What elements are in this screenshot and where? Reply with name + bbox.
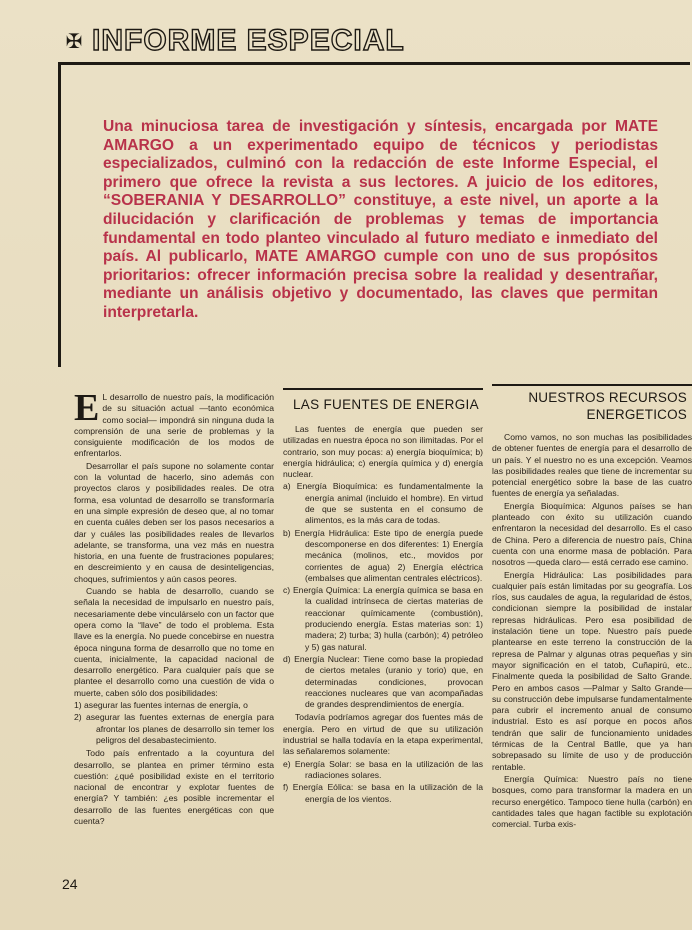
col3-heading: NUESTROS RECURSOS ENERGETICOS (528, 390, 687, 422)
col3-p2: Energía Bioquímica: Algunos países se han planteado con éxito su utilización cuando enfrentaron la necesidad del desarrollo. Es el caso de China. Pero a diferencia de nuestro país, China cuenta con una enorme masa de población. Para nosotros —queda claro— está cerrado ese camino. (492, 500, 692, 568)
intro-paragraph: Una minuciosa tarea de investigación y síntesis, encargada por MATE AMARGO a un experimentado equipo de técnicos y periodistas especializados, culminó con la redacción de este Informe Especial, el primero que ofrece la revista a sus lectores. A juicio de los editores, “SOBERANIA Y DESARROLLO” constituye, a este nivel, un aporte a la dilucidación y clarificación de problemas y temas de importancia fundamental en todo planteo vinculado al futuro mediato e inmediato del país. Al publicarlo, MATE AMARGO cumple con uno de sus propósitos prioritarios: ofrecer información precisa sobre la realidad y desentrañar, mediante un análisis objetivo y documentado, las claves que permitan interpretarla. (103, 118, 658, 321)
col2-p2: Todavía podríamos agregar dos fuentes más de energía. Pero en virtud de que su utilización industrial se halla todavía en la etapa experimental, las señalaremos solamente: (283, 712, 483, 757)
col2-item-c: c) Energía Química: La energía química se basa en la cualidad intrínseca de ciertas materias de reaccionar químicamente (combustión), produciendo energía. Estas materias son: 1) madera; 2) turba; 3) hulla (carbón); 4) petróleo y 5) gas natural. (283, 585, 483, 652)
col1-p3: Cuando se habla de desarrollo, cuando se señala la necesidad de impulsarlo en nuestro país, necesariamente debe vinculárselo con un factor que opera como la “llave” de todo el problema. Esta llave es la energía. No puede concebirse en nuestra época ninguna forma de desarrollo que no tome en cuenta, inicialmente, la capacidad nacional de desarrollo energético. Para cualquier país que se plantee el desarrollo como una cuestión de vida o muerte, caben sólo dos posibilidades: (74, 586, 274, 698)
col2-item-b: b) Energía Hidráulica: Este tipo de energía puede descomponerse en dos diferentes: 1) Energía mecánica (molinos, etc., movidos por corrientes de agua) 2) Energía eléctrica (embalses que alimentan centrales eléctricos). (283, 527, 483, 583)
page-number: 24 (62, 876, 78, 892)
emblem-icon: ✠ (65, 31, 83, 53)
col3-p1: Como vamos, no son muchas las posibilidades de obtener fuentes de energía para el desarrollo de un país. Y el nuestro no es una excepción. Veamos las posibilidades reales que tiene de incrementar su potencial energético sobre la base de las cuatro fuentes de energía ya señaladas. (492, 432, 692, 499)
col2-energy-list (283, 481, 483, 710)
col2-item-f: f) Energía Eólica: se basa en la utilización de la energía de los vientos. (283, 782, 483, 804)
column-2 (283, 424, 483, 807)
col1-p2: Desarrollar el país supone no solamente contar con la voluntad de hacerlo, sino además con proyectos claros y posibilidades reales. De otra forma, esa voluntad de desarrollo se transformaría en una simple expresión de deseo que, al no tomar en cuenta cuáles deben ser los pasos necesarios a dar y cuáles las posibilidades reales de llevarlos adelante, se transforma, una vez más en nuestra historia, en una fuente de frustraciones populares; en descreimiento y en causa de desinteligencias, choques, sufrimientos y aún casos peores. (74, 460, 274, 584)
drop-cap: E (74, 387, 100, 429)
col2-p1: Las fuentes de energía que pueden ser utilizadas en nuestra época no son ilimitadas. Por el contrario, son muy pocas: a) energía bioquímica; b) energía hidráulica; c) energía química y d) energía nuclear. (283, 424, 483, 480)
col2-heading: LAS FUENTES DE ENERGIA (293, 397, 479, 412)
col1-item1: 1) asegurar las fuentes internas de energía, o (74, 700, 248, 711)
col2-extra-list (283, 759, 483, 805)
col1-p1 (74, 387, 274, 460)
col2-item-e: e) Energía Solar: se basa en la utilización de las radiaciones solares. (283, 758, 483, 780)
col1-p1-text: L desarrollo de nuestro país, la modificación de su situación actual —tanto económica como social— impondrá sin ninguna duda la comprensión de una serie de problemas y la consiguiente modificación de los modos de enfrentarlos. (74, 392, 274, 459)
col1-options (74, 700, 274, 746)
col1-p4: Todo país enfrentado a la coyuntura del desarrollo, se plantea en primer término esta cuestión: ¿qué posibilidad existe en el territorio nacional de encontrar y explotar fuentes de energía? Y también: ¿es posible incrementar el desarrollo de las fuentes energéticas con que cuenta? (74, 748, 274, 826)
column-3 (492, 432, 692, 831)
col3-p3: Energía Hidráulica: Las posibilidades para cualquier país están limitadas por su geografía. Los ríos, sus caudales de agua, la regularidad de éstos, condicionan siempre la posibilidad de instalar represas hidráulicas. Pero esa posibilidad de instalación tiene un tope. Nuestro país puede plantearse en este terreno la construcción de la represa de Palmar y algunas otras pequeñas y sin mayor significación en el tatob, Cuñapirú, etc.. Finalmente queda la posibilidad de Salto Grande. Pero en ambos casos —Palmar y Salto Grande— su construcción debe impulsarse fundamentalmente para cubrir el incremento anual de consumo industrial. Esto es así porque en pocos años tendrán que salir de funcionamiento unidades térmicas de la Central Batlle, que ya han sobrepasado su límite de uso y de producción rentable. (492, 569, 692, 772)
column-1 (74, 387, 274, 828)
col2-item-a: a) Energía Bioquímica: es fundamentalmente la energía animal (incluido el hombre). En virtud de que se sustenta en el consumo de alimentos, es la más cara de todas. (283, 481, 483, 526)
col2-item-d: d) Energía Nuclear: Tiene como base la propiedad de ciertos metales (uranio y torio) que, en determinadas condiciones, provocan reacciones nucleares que van acompañadas de grandes desprendimientos de energía. (283, 653, 483, 710)
section-title: INFORME ESPECIAL (92, 24, 405, 57)
col1-item2: 2) asegurar las fuentes externas de energía para afrontar los planes de desarrollo sin temer los peligros del desabastecimiento. (74, 712, 274, 745)
col3-p4: Energía Química: Nuestro país no tiene bosques, como para transformar la madera en un recurso energético. Tampoco tiene hulla (carbón) en cantidades tales que hagan factible su explotación comercial. Turba exis- (492, 773, 692, 830)
